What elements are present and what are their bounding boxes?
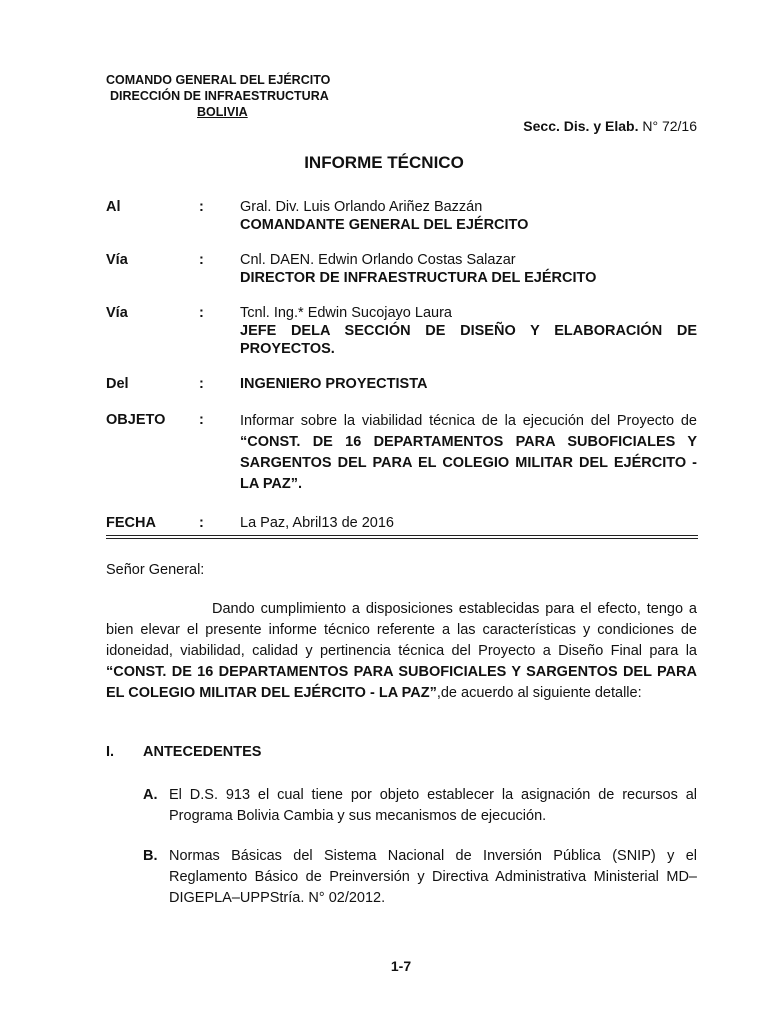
reference-value: N° 72/16 (642, 118, 697, 134)
reference-number (523, 118, 697, 134)
section-number: I. (106, 744, 115, 760)
salutation: Señor General: (106, 562, 205, 578)
header-line-1: COMANDO GENERAL DEL EJÉRCITO (106, 73, 331, 87)
field-colon-via-2: : (199, 305, 204, 321)
field-via-2-role: JEFE DELA SECCIÓN DE DISEÑO Y ELABORACIÓN DE PROYECTOS. (240, 323, 697, 357)
item-letter-b: B. (143, 848, 158, 864)
field-via-1-name: Cnl. DAEN. Edwin Orlando Costas Salazar (240, 252, 516, 268)
body-text-2: ,de acuerdo al siguiente detalle: (436, 685, 642, 701)
field-label-via-1: Vía (106, 252, 128, 268)
item-text-a: El D.S. 913 el cual tiene por objeto establecer la asignación de recursos al Programa Bolivia Cambia y sus mecanismos de ejecución. (169, 787, 697, 824)
field-fecha-value: La Paz, Abril13 de 2016 (240, 515, 394, 531)
field-al-name: Gral. Div. Luis Orlando Ariñez Bazzán (240, 199, 483, 215)
header-line-2: DIRECCIÓN DE INFRAESTRUCTURA (110, 89, 329, 103)
body-text-1: Dando cumplimiento a disposiciones establecidas para el efecto, tengo a bien elevar el presente informe técnico referente a las características y condiciones de idoneidad, viabilidad, calidad y pertinencia técnica del Proyecto a Diseño Final para la (106, 601, 697, 659)
field-via-2-name: Tcnl. Ing.* Edwin Sucojayo Laura (240, 305, 452, 321)
reference-label: Secc. Dis. y Elab. (523, 118, 639, 134)
field-via-1-role: DIRECTOR DE INFRAESTRUCTURA DEL EJÉRCITO (240, 270, 597, 286)
field-label-del: Del (106, 376, 129, 392)
section-title: ANTECEDENTES (143, 744, 262, 760)
item-letter-a: A. (143, 787, 158, 803)
field-objeto-text (240, 411, 697, 495)
field-del-value: INGENIERO PROYECTISTA (240, 376, 428, 392)
divider-rule-bottom (106, 538, 698, 539)
field-label-objeto: OBJETO (106, 412, 166, 428)
field-label-al: Al (106, 199, 121, 215)
field-label-fecha: FECHA (106, 515, 156, 531)
body-project: “CONST. DE 16 DEPARTAMENTOS PARA SUBOFICIALES Y SARGENTOS DEL PARA EL COLEGIO MILITAR DEL EJÉRCITO - LA PAZ” (106, 664, 697, 701)
page-number: 1-7 (390, 958, 412, 974)
field-objeto-intro: Informar sobre la viabilidad técnica de la ejecución del Proyecto de (240, 413, 697, 429)
field-al-role: COMANDANTE GENERAL DEL EJÉRCITO (240, 217, 529, 233)
document-title: INFORME TÉCNICO (304, 153, 464, 172)
field-colon-fecha: : (199, 515, 204, 531)
body-paragraph (106, 599, 697, 704)
field-objeto-project: “CONST. DE 16 DEPARTAMENTOS PARA SUBOFICIALES Y SARGENTOS DEL PARA EL COLEGIO MILITAR DEL EJÉRCITO - LA PAZ”. (240, 434, 697, 492)
divider-rule-top (106, 535, 698, 536)
field-colon-objeto: : (199, 412, 204, 428)
field-colon-via-1: : (199, 252, 204, 268)
field-label-via-2: Vía (106, 305, 128, 321)
item-text-b: Normas Básicas del Sistema Nacional de Inversión Pública (SNIP) y el Reglamento Básico de Preinversión y Directiva Administrativa Ministerial MD–DIGEPLA–UPPStría. N° 02/2012. (169, 848, 697, 906)
field-colon-al: : (199, 199, 204, 215)
header-line-3: BOLIVIA (197, 105, 248, 119)
field-colon-del: : (199, 376, 204, 392)
